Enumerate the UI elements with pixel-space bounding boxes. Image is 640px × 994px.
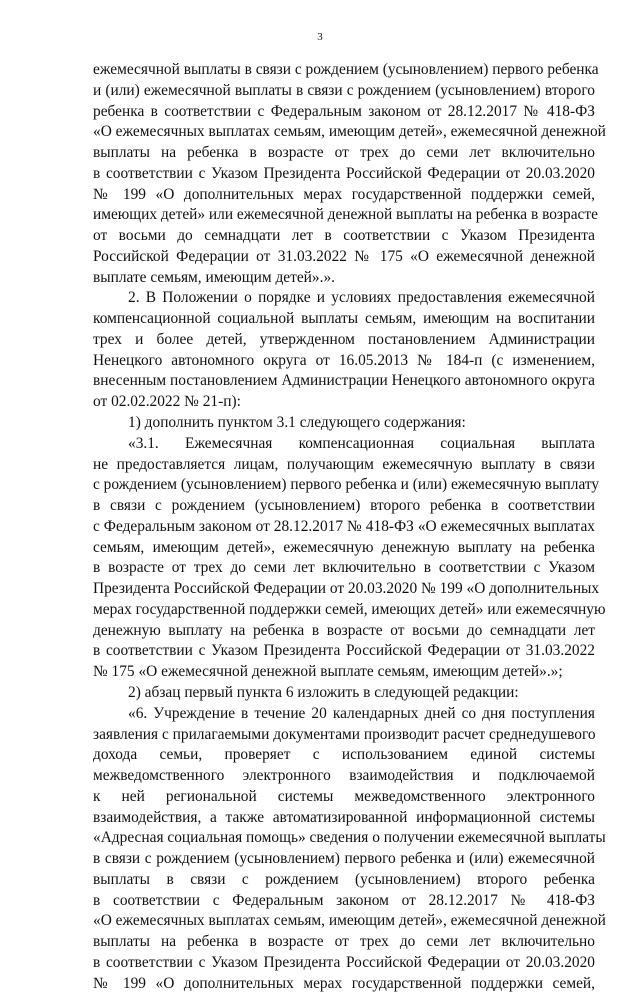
text-line: 2) абзац первый пункта 6 изложить в следующей редакции: — [128, 683, 519, 701]
text-line: Ненецкого автономного округа от 16.05.2013 № 184-п (с изменением, — [93, 351, 595, 369]
text-line: ежемесячной выплаты в связи с рождением (усыновлением) первого ребенка — [93, 61, 599, 78]
text-line: в соответствии с Указом Президента Российской Федерации от 20.03.2020 — [93, 953, 595, 971]
text-line: денежную выплату на ребенка в возрасте от восьми до семнадцати лет — [93, 621, 595, 639]
text-line: выплате семьям, имеющим детей».». — [93, 268, 336, 286]
text-line: Президента Российской Федерации от 20.03.2020 № 199 «О дополнительных — [93, 580, 600, 598]
text-line: Российской Федерации от 31.03.2022 № 175 «О ежемесячной денежной — [93, 247, 595, 265]
text-line: в возрасте от трех до семи лет включительно в соответствии с Указом — [93, 559, 595, 577]
text-line: с рождением (усыновлением) первого ребенка и (или) ежемесячную выплату — [93, 476, 600, 494]
document-body — [93, 60, 606, 994]
text-line: мерах государственной поддержки семей, имеющих детей» или ежемесячную — [93, 600, 606, 618]
text-line: от восьми до семнадцати лет в соответствии с Указом Президента — [93, 227, 595, 245]
text-line: 2. В Положении о порядке и условиях предоставления ежемесячной — [128, 289, 595, 307]
text-line: «6. Учреждение в течение 20 календарных дней со дня поступления — [128, 704, 595, 722]
text-line: № 199 «О дополнительных мерах государственной поддержки семей, — [93, 185, 595, 203]
text-line: внесенным постановлением Администрации Ненецкого автономного округа — [93, 372, 595, 390]
text-line: в соответствии с Указом Президента Российской Федерации от 31.03.2022 — [93, 642, 595, 660]
text-line: выплаты на ребенка в возрасте от трех до семи лет включительно — [93, 933, 595, 951]
text-line: 1) дополнить пунктом 3.1 следующего содержания: — [128, 414, 466, 432]
text-line: взаимодействия, а также автоматизированной информационной системы — [93, 808, 595, 826]
text-line: и (или) ежемесячной выплаты в связи с рождением (усыновлением) второго — [93, 81, 595, 99]
text-line: имеющих детей» или ежемесячной денежной выплаты на ребенка в возрасте — [93, 206, 598, 224]
text-line: заявления с прилагаемыми документами производит расчет среднедушевого — [93, 725, 596, 743]
text-line: межведомственного электронного взаимодействия и подключаемой — [93, 767, 595, 785]
text-line: к ней региональной системы межведомственного электронного — [93, 787, 595, 805]
text-line: в связи с рождением (усыновлением) первого ребенка и (или) ежемесячной — [93, 850, 595, 868]
text-line: дохода семьи, проверяет с использованием единой системы — [93, 746, 595, 764]
text-line: «Адресная социальная помощь» сведения о получении ежемесячной выплаты — [93, 829, 606, 847]
text-line: в соответствии с Федеральным законом от 28.12.2017 № 418-ФЗ — [93, 891, 595, 909]
text-line: компенсационной социальной выплаты семьям, имеющим на воспитании — [93, 310, 595, 328]
text-line: «3.1. Ежемесячная компенсационная социальная выплата — [128, 434, 595, 452]
text-line: выплаты на ребенка в возрасте от трех до семи лет включительно — [93, 144, 595, 162]
text-line: в связи с рождением (усыновлением) второго ребенка в соответствии — [93, 497, 595, 515]
text-line: выплаты в связи с рождением (усыновлением) второго ребенка — [93, 870, 595, 888]
text-line: ребенка в соответствии с Федеральным законом от 28.12.2017 № 418-ФЗ — [93, 102, 595, 120]
text-line: с Федеральным законом от 28.12.2017 № 418-ФЗ «О ежемесячных выплатах — [93, 517, 595, 535]
text-line: не предоставляется лицам, получающим ежемесячную выплату в связи — [93, 455, 595, 473]
text-line: «О ежемесячных выплатах семьям, имеющим детей», ежемесячной денежной — [93, 912, 606, 930]
text-line: от 02.02.2022 № 21-п): — [93, 393, 241, 411]
text-line: «О ежемесячных выплатах семьям, имеющим детей», ежемесячной денежной — [93, 123, 606, 141]
text-line: в соответствии с Указом Президента Российской Федерации от 20.03.2020 — [93, 164, 595, 182]
text-line: № 199 «О дополнительных мерах государственной поддержки семей, — [93, 974, 595, 992]
text-line: № 175 «О ежемесячной денежной выплате семьям, имеющим детей».»; — [93, 663, 563, 681]
text-line: семьям, имеющим детей», ежемесячную денежную выплату на ребенка — [93, 538, 595, 556]
page-number: 3 — [317, 31, 323, 43]
text-line: трех и более детей, утвержденном постановлением Администрации — [93, 330, 595, 348]
